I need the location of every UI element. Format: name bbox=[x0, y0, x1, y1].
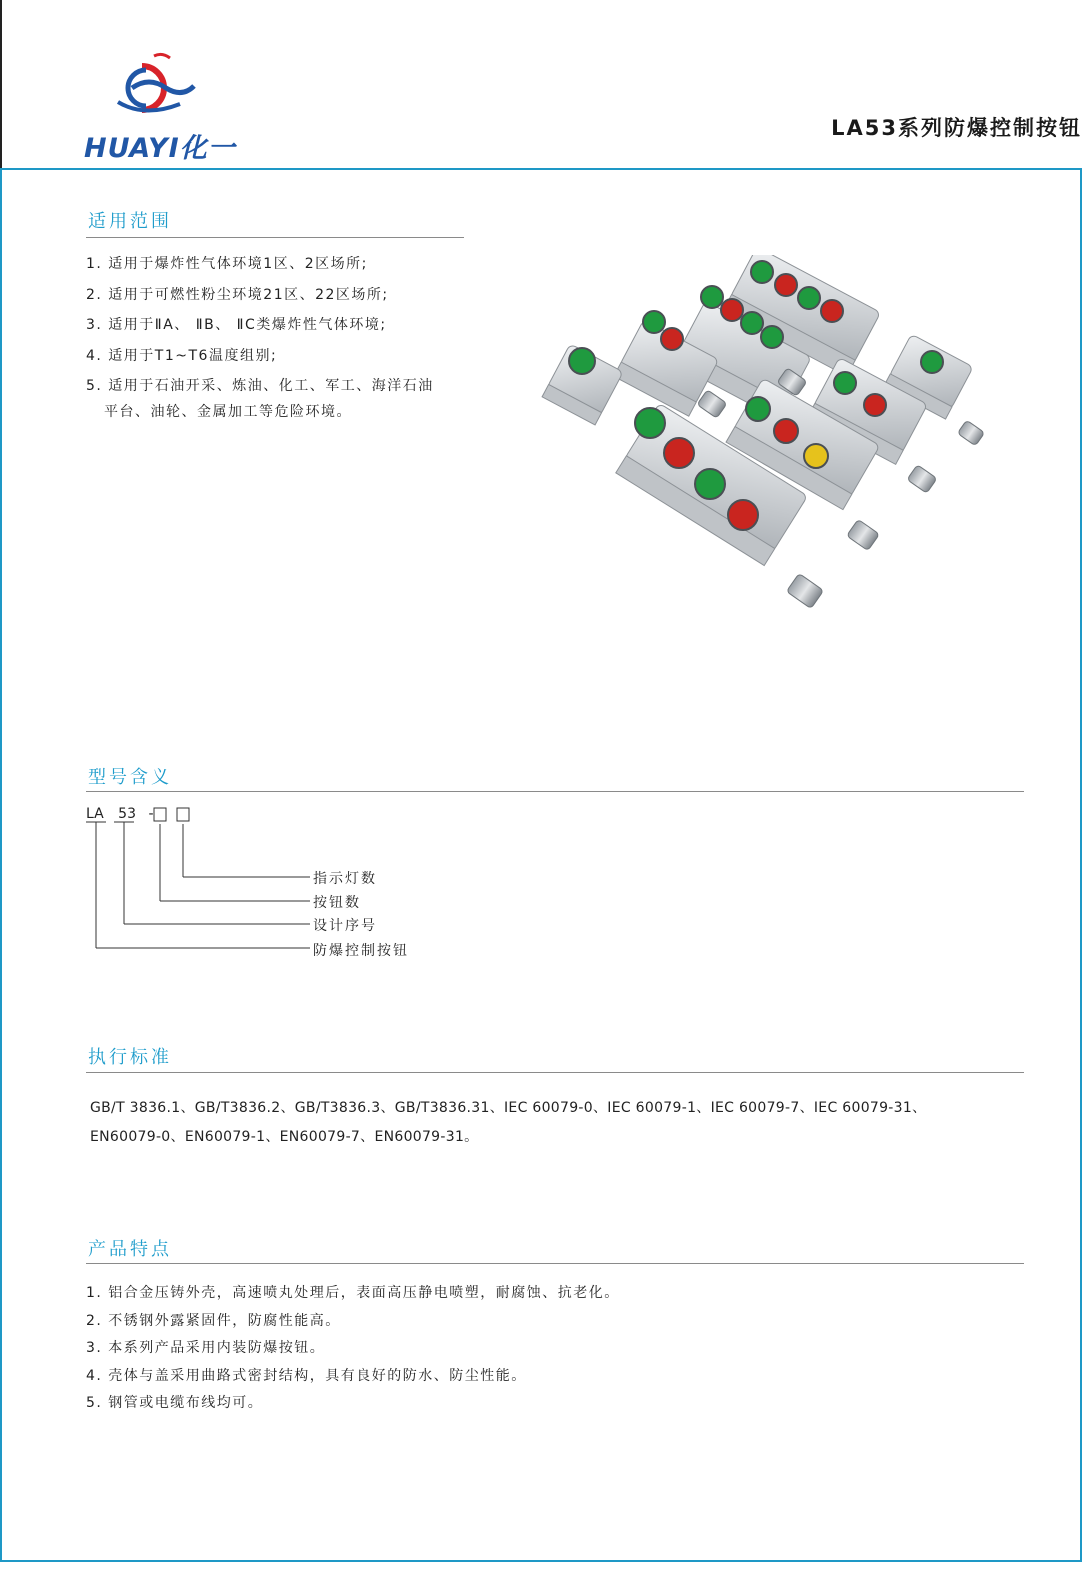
model-section-title: 型号含义 bbox=[88, 767, 172, 788]
explosion-proof-button-boxes-icon bbox=[540, 255, 1000, 645]
feature-item: 2. 不锈钢外露紧固件，防腐性能高。 bbox=[86, 1312, 341, 1329]
features-list bbox=[86, 1280, 986, 1418]
feature-item: 1. 铝合金压铸外壳，高速喷丸处理后，表面高压静电喷塑，耐腐蚀、抗老化。 bbox=[86, 1285, 620, 1301]
header-left-rule bbox=[0, 0, 2, 168]
indicator-count-label: 指示灯数 bbox=[313, 871, 377, 887]
indicator-count-box bbox=[177, 808, 189, 821]
feature-item: 4. 壳体与盖采用曲路式密封结构，具有良好的防水、防尘性能。 bbox=[86, 1367, 527, 1384]
scope-item: 3. 适用于ⅡA、 ⅡB、 ⅡC类爆炸性气体环境; bbox=[86, 317, 387, 333]
features-section-rule bbox=[86, 1263, 1024, 1264]
model-section-rule bbox=[86, 791, 1024, 792]
scope-item: 平台、油轮、金属加工等危险环境。 bbox=[104, 403, 352, 420]
product-name-label: 防爆控制按钮 bbox=[313, 943, 409, 959]
scope-list bbox=[86, 249, 476, 427]
standards-text bbox=[90, 1094, 1030, 1152]
scope-item: 4. 适用于T1~T6温度组别; bbox=[86, 347, 278, 364]
button-count-box bbox=[154, 808, 166, 821]
company-logo bbox=[84, 48, 254, 164]
model-code-dash: - bbox=[148, 806, 154, 822]
product-photo bbox=[540, 255, 1000, 645]
scope-section-rule bbox=[86, 237, 464, 238]
features-section-title: 产品特点 bbox=[88, 1239, 172, 1260]
model-code-number: 53 bbox=[118, 806, 136, 822]
button-count-label: 按钮数 bbox=[313, 895, 361, 911]
scope-item: 5. 适用于石油开采、炼油、化工、军工、海洋石油 bbox=[86, 378, 434, 394]
scope-section-title: 适用范围 bbox=[88, 211, 172, 232]
standards-section-title: 执行标准 bbox=[88, 1047, 172, 1068]
design-serial-label: 设计序号 bbox=[313, 918, 377, 934]
standards-section-rule bbox=[86, 1072, 1024, 1073]
logo-text: HUAYI化一 bbox=[84, 133, 236, 164]
standards-line: GB/T 3836.1、GB/T3836.2、GB/T3836.3、GB/T3836.31、IEC 60079-0、IEC 60079-1、IEC 60079-7、IEC 60079-31、 bbox=[90, 1100, 927, 1116]
logo-mark-icon bbox=[84, 48, 254, 128]
feature-item: 5. 钢管或电缆布线均可。 bbox=[86, 1395, 264, 1411]
feature-item: 3. 本系列产品采用内装防爆按钮。 bbox=[86, 1340, 326, 1356]
standards-line: EN60079-0、EN60079-1、EN60079-7、EN60079-31。 bbox=[90, 1129, 479, 1145]
scope-item: 1. 适用于爆炸性气体环境1区、2区场所; bbox=[86, 256, 368, 272]
document-title: LA53系列防爆控制按钮 bbox=[831, 116, 1082, 140]
model-code-prefix: LA bbox=[86, 806, 104, 822]
scope-item: 2. 适用于可燃性粉尘环境21区、22区场所; bbox=[86, 286, 389, 303]
